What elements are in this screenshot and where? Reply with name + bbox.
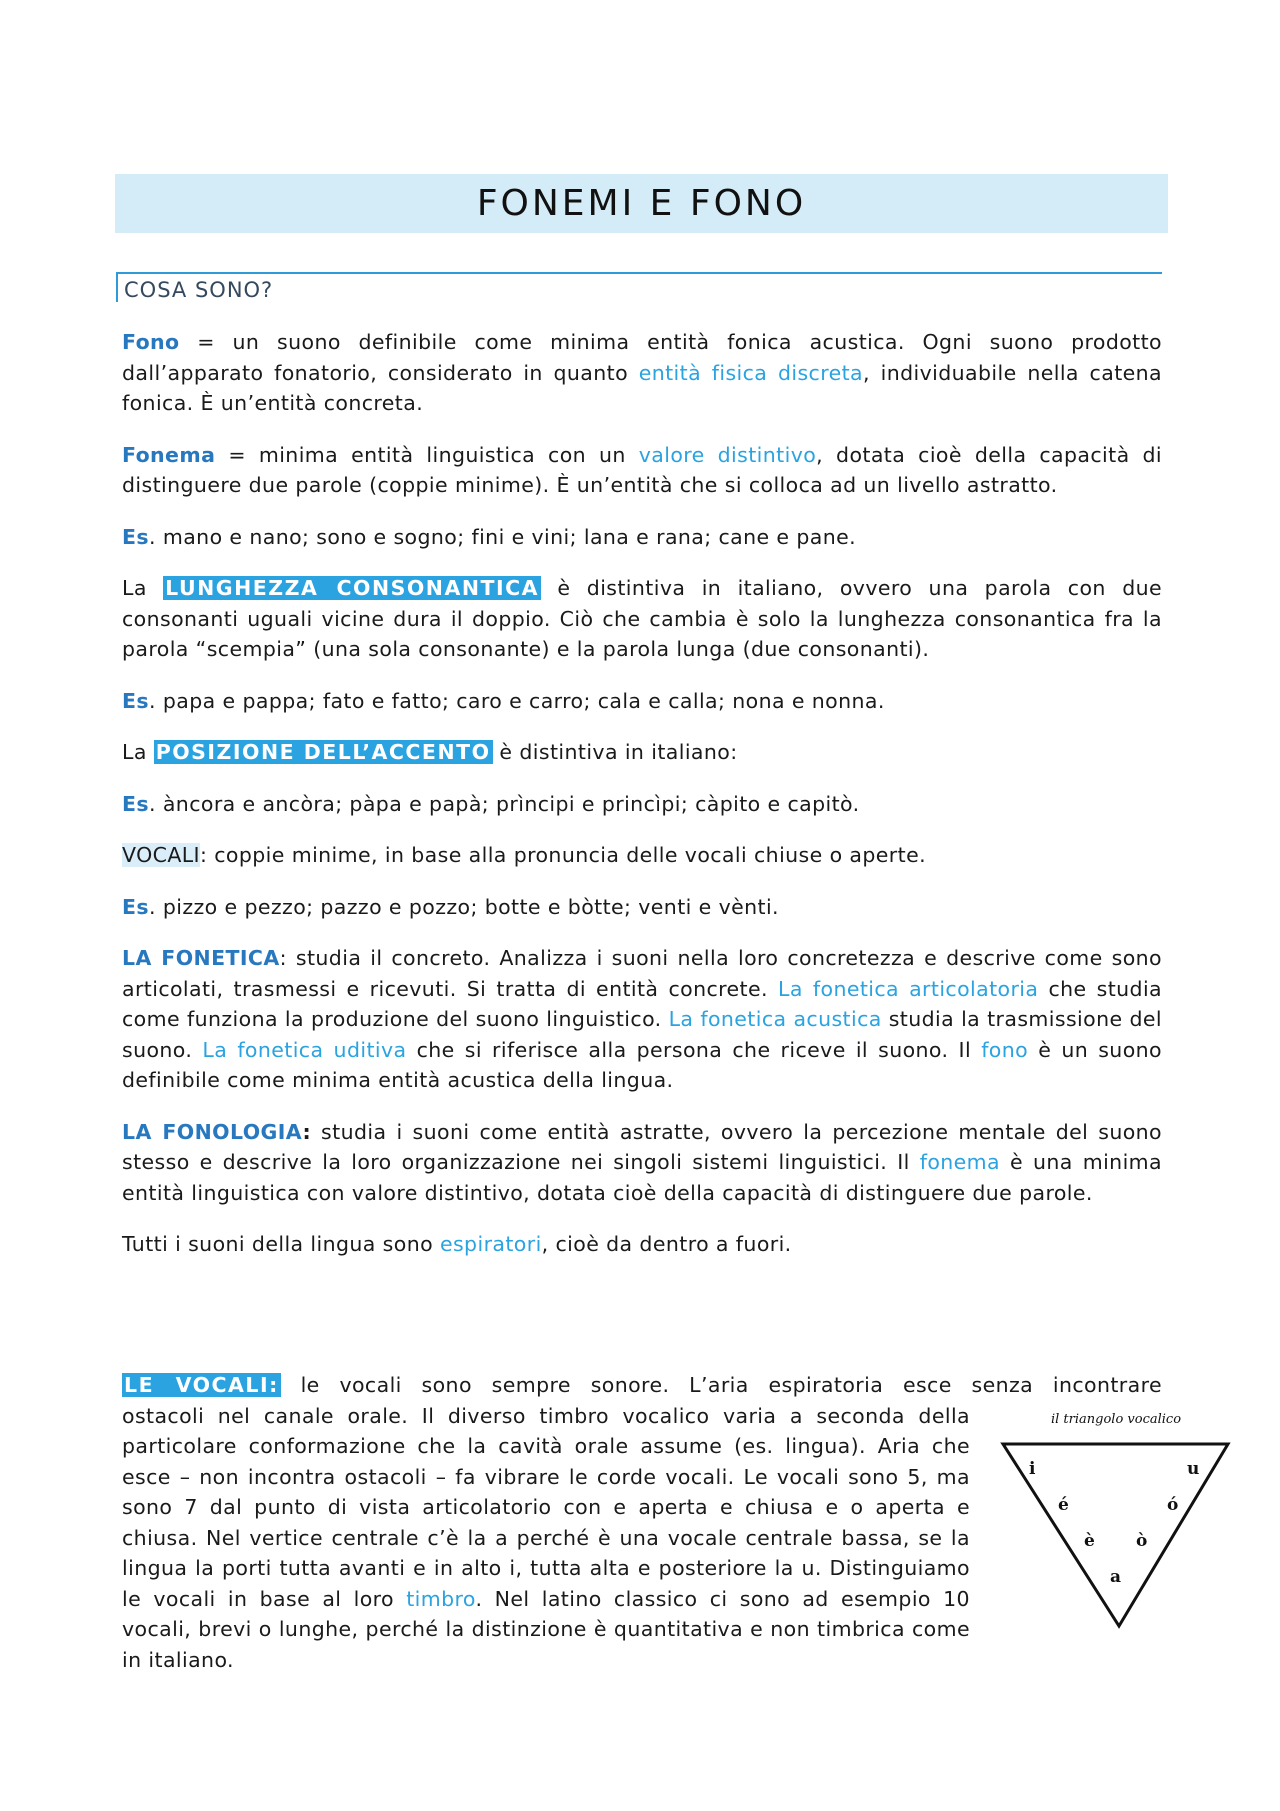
vowel-u: u bbox=[1187, 1459, 1200, 1479]
term-fonema: Fonema bbox=[122, 442, 216, 467]
link-fono: fono bbox=[981, 1037, 1029, 1062]
highlight-le-vocali: LE VOCALI: bbox=[124, 1373, 279, 1397]
example-label: Es bbox=[122, 524, 150, 549]
vowel-triangle bbox=[998, 1412, 1234, 1632]
link-timbro: timbro bbox=[406, 1586, 476, 1611]
example-label: Es bbox=[122, 791, 150, 816]
vowel-o-open: ò bbox=[1136, 1531, 1148, 1551]
paragraph-accento: La POSIZIONE DELL’ACCENTO è distintiva in italiano: bbox=[122, 740, 738, 764]
term-fonetica: LA FONETICA bbox=[122, 946, 280, 970]
link-fonetica-articolatoria: La fonetica articolatoria bbox=[778, 976, 1039, 1001]
main-content bbox=[122, 327, 1162, 1281]
term-fono: Fono bbox=[122, 330, 180, 354]
example-label: Es bbox=[122, 688, 150, 713]
paragraph-le-vocali: LE VOCALI: le vocali sono sempre sonore. L’aria espiratoria esce senza incontrare ostacoli nel canale orale. Il diverso timbro vocalico varia a seconda della particolare conformazione che la cavità orale assume (es. lingua). Aria che esce – non incontra ostacoli – fa vibrare le corde vocali. Le vocali sono 5, ma sono 7 dal punto di vista articolatorio con e aperta e chiusa e o aperta e chiusa. Nel vertice centrale c’è la a perché è una vocale centrale bassa, se la lingua la porti tutta avanti e in alto i, tutta alta e posteriore la u. Distinguiamo le vocali in base al loro timbro. Nel latino classico ci sono ad esempio 10 vocali, brevi o lunghe, perché la distinzione è quantitativa e non timbrica come in italiano. bbox=[122, 1373, 1162, 1672]
paragraph-lunghezza: La LUNGHEZZA CONSONANTICA è distintiva in italiano, ovvero una parola con due consonanti uguali vicine dura il doppio. Ciò che cambia è solo la lunghezza consonantica fra la parola “scempia” (una sola consonante) e la parola lunga (due consonanti). bbox=[122, 576, 1163, 661]
vowel-triangle-figure bbox=[998, 1412, 1234, 1632]
section-heading bbox=[116, 272, 1162, 302]
link-espiratori: espiratori bbox=[439, 1232, 542, 1256]
example-label: Es bbox=[122, 894, 150, 919]
vowel-e-closed: é bbox=[1058, 1495, 1069, 1515]
paragraph-fono: Fono = un suono definibile come minima entità fonica acustica. Ogni suono prodotto dall’apparato fonatorio, considerato in quanto entità fisica discreta, individuabile nella catena fonica. È un’entità concreta. bbox=[122, 330, 1162, 415]
highlight-accento: POSIZIONE DELL’ACCENTO bbox=[155, 740, 491, 764]
example-2: Es. papa e pappa; fato e fatto; caro e carro; cala e calla; nona e nonna. bbox=[122, 688, 885, 713]
link-fonetica-acustica: La fonetica acustica bbox=[668, 1007, 882, 1031]
example-1: Es. mano e nano; sono e sogno; fini e vini; lana e rana; cane e pane. bbox=[122, 524, 857, 549]
page-title: FONEMI E FONO bbox=[476, 183, 807, 224]
title-banner bbox=[115, 174, 1168, 233]
link-fonetica-uditiva: La fonetica uditiva bbox=[202, 1037, 407, 1062]
highlight-lunghezza: LUNGHEZZA CONSONANTICA bbox=[165, 576, 540, 600]
example-4: Es. pizzo e pezzo; pazzo e pozzo; botte e bòtte; venti e vènti. bbox=[122, 894, 779, 919]
section-heading-text: COSA SONO? bbox=[124, 278, 274, 302]
link-valore-distintivo: valore distintivo bbox=[638, 442, 817, 467]
vowel-i: i bbox=[1029, 1459, 1036, 1479]
link-fonema: fonema bbox=[919, 1150, 1001, 1174]
highlight-vocali: VOCALI bbox=[122, 843, 201, 867]
paragraph-fonetica: LA FONETICA: studia il concreto. Analizza i suoni nella loro concretezza e descrive come sono articolati, trasmessi e ricevuti. Si tratta di entità concrete. La fonetica articolatoria che studia come funziona la produzione del suono linguistico. La fonetica acustica studia la trasmissione del suono. La fonetica uditiva che si riferisce alla persona che riceve il suono. Il fono è un suono definibile come minima entità acustica della lingua. bbox=[122, 946, 1163, 1092]
paragraph-vocali: VOCALI: coppie minime, in base alla pronuncia delle vocali chiuse o aperte. bbox=[122, 843, 927, 867]
paragraph-espiratori: Tutti i suoni della lingua sono espiratori, cioè da dentro a fuori. bbox=[122, 1232, 792, 1256]
link-entita-fisica: entità fisica discreta bbox=[638, 360, 864, 385]
vowel-o-closed: ó bbox=[1167, 1495, 1179, 1515]
vowel-e-open: è bbox=[1084, 1531, 1095, 1551]
paragraph-fonologia: LA FONOLOGIA: studia i suoni come entità astratte, ovvero la percezione mentale del suono stesso e descrive la loro organizzazione nei singoli sistemi linguistici. Il fonema è una minima entità linguistica con valore distintivo, dotata cioè della capacità di distinguere due parole. bbox=[122, 1119, 1162, 1205]
paragraph-fonema: Fonema = minima entità linguistica con un valore distintivo, dotata cioè della capacità di distinguere due parole (coppie minime). È un’entità che si colloca ad un livello astratto. bbox=[122, 442, 1162, 497]
vowel-a: a bbox=[1110, 1567, 1122, 1587]
triangle-caption: il triangolo vocalico bbox=[1050, 1412, 1182, 1427]
example-3: Es. àncora e ancòra; pàpa e papà; prìncipi e princìpi; càpito e capitò. bbox=[122, 791, 860, 816]
term-fonologia: LA FONOLOGIA bbox=[122, 1119, 303, 1144]
